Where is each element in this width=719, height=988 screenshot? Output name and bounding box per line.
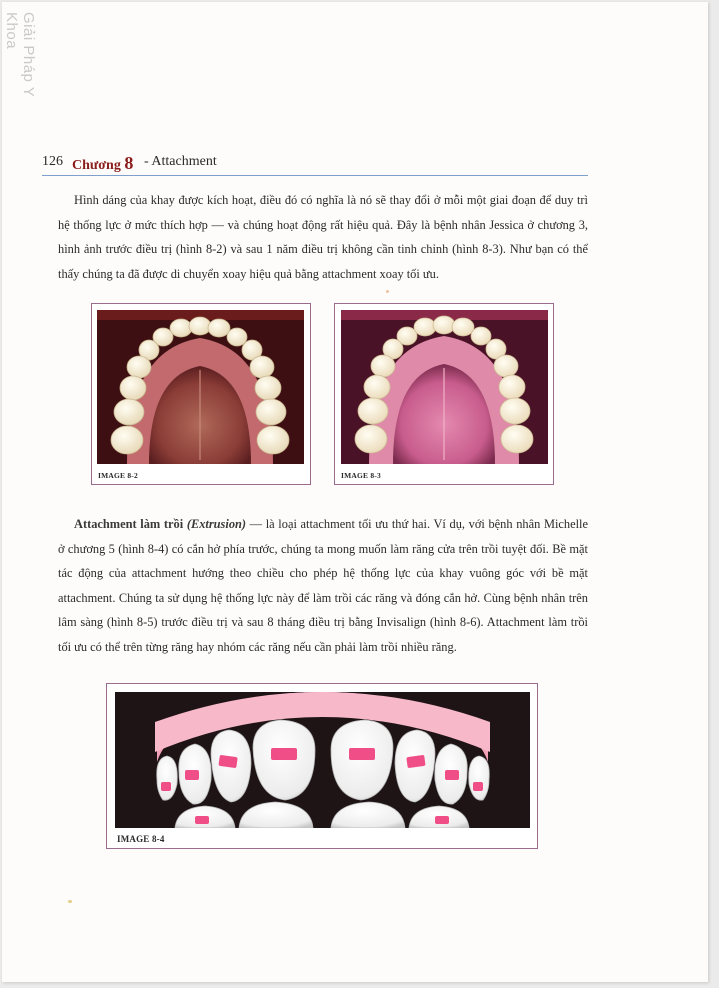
upper-arch-illustration [97,310,304,464]
chapter-title [72,153,133,174]
figure-label: IMAGE 8-4 [117,834,165,844]
topic-text: Attachment [151,154,217,169]
page-number: 126 [42,154,63,169]
upper-arch-illustration [341,310,548,464]
figure-image-8-3 [334,303,554,485]
figure-label: IMAGE 8-2 [98,471,138,480]
print-speck [68,900,72,903]
running-header [42,153,588,176]
photo-upper-arch-after [341,310,548,464]
photo-upper-arch-before [97,310,304,464]
term-italic: (Extrusion) [186,517,247,531]
term-lead: Attachment làm trồi [74,517,184,531]
figure-image-8-2 [91,303,311,485]
print-speck [386,290,389,293]
figure-image-8-4 [106,683,538,849]
chapter-word: Chương [72,158,121,173]
figure-label: IMAGE 8-3 [341,471,381,480]
render-anterior-teeth-attachments [115,692,530,828]
watermark: Giải Pháp Y Khoa [3,12,37,98]
paragraph-1: Hình dáng của khay được kích hoạt, điều đó có nghĩa là nó sẽ thay đổi ở mỗi một giai đoạn để duy trì hệ thống lực ở mức thích hợp — và chúng hoạt động rất hiệu quả. Đây là bệnh nhân Jessica ở chương 3, hình ảnh trước điều trị (hình 8-2) và sau 1 năm điều trị không cần tinh chỉnh (hình 8-3). Như bạn có thể thấy chúng ta đã được di chuyển xoay hiệu quả bằng attachment xoay tối ưu. [58,193,588,281]
paragraph-2 [58,512,588,659]
book-page [2,2,708,982]
header-separator: - [144,154,149,169]
chapter-number: 8 [124,153,134,173]
teeth-attachment-render [115,692,530,828]
paragraph-2-body: — là loại attachment tối ưu thứ hai. Ví dụ, với bệnh nhân Michelle ở chương 5 (hình 8-4) có cắn hở phía trước, chúng ta mong muốn làm răng cửa trên trồi tuyệt đối. Bề mặt tác động của attachment hướng theo chiều cho phép hệ thống lực của khay vuông góc với bề mặt attachment. Chúng ta sử dụng hệ thống lực này để làm trồi các răng và đóng cắn hở. Cùng bệnh nhân trên lâm sàng (hình 8-5) trước điều trị và sau 8 tháng điều trị bằng Invisalign (hình 8-6). Attachment làm trồi tối ưu có thể trên từng răng hay nhóm các răng nếu cần phải làm trồi nhiều răng. [58,517,588,654]
chapter-topic [144,154,217,170]
